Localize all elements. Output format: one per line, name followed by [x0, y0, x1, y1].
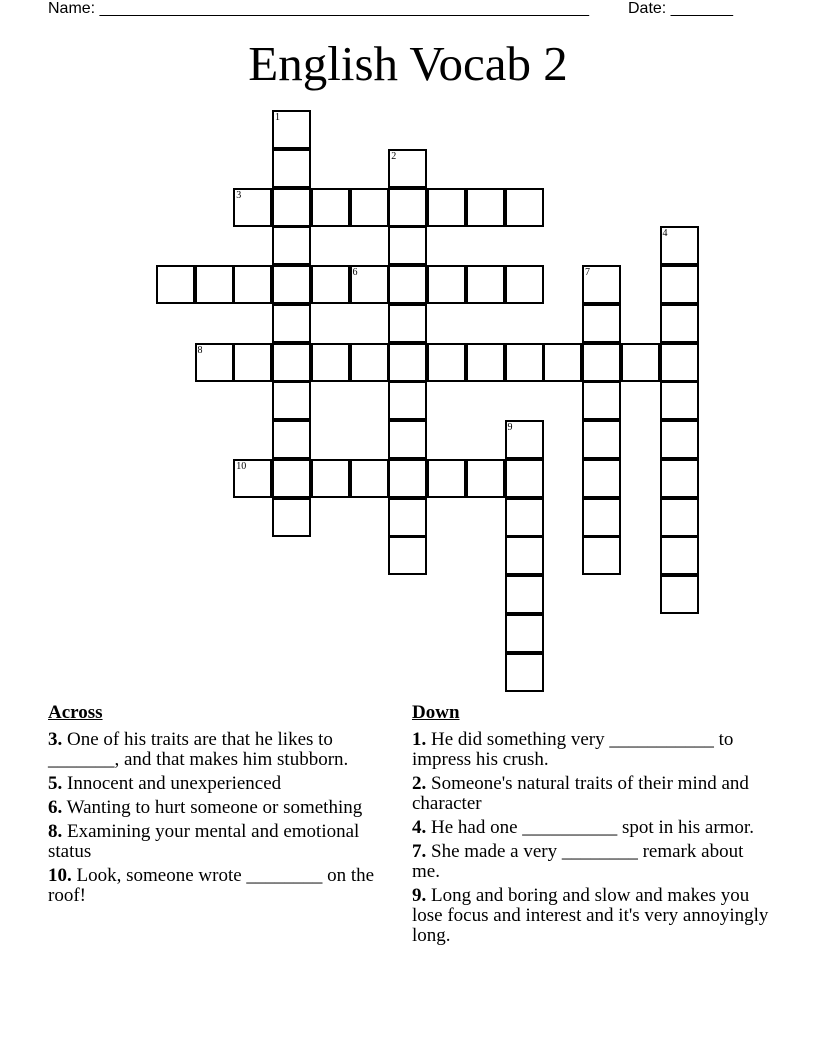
- clue-number: 7.: [412, 841, 427, 862]
- across-clue: [48, 798, 388, 818]
- grid-cell[interactable]: [311, 188, 350, 227]
- grid-cell[interactable]: [388, 188, 427, 227]
- grid-cell[interactable]: [272, 498, 311, 537]
- clue-text: Look, someone wrote ________ on the roof!: [48, 865, 375, 906]
- down-clues: [412, 703, 772, 950]
- grid-cell[interactable]: [582, 381, 621, 420]
- date-field: Date: _______: [628, 0, 733, 17]
- grid-cell[interactable]: [272, 110, 311, 149]
- grid-cell[interactable]: [272, 459, 311, 498]
- grid-cell[interactable]: [427, 188, 466, 227]
- clue-text: Long and boring and slow and makes you lose focus and interest and it's very annoyingly long.: [412, 885, 769, 946]
- across-heading: Across: [48, 702, 103, 723]
- clue-text: Wanting to hurt someone or something: [66, 797, 363, 818]
- grid-cell[interactable]: [660, 381, 699, 420]
- down-clue: [412, 730, 772, 770]
- grid-cell[interactable]: [505, 420, 544, 459]
- grid-cell[interactable]: [505, 343, 544, 382]
- grid-cell[interactable]: [660, 226, 699, 265]
- grid-cell[interactable]: [660, 536, 699, 575]
- grid-cell[interactable]: [272, 343, 311, 382]
- clue-text: He had one __________ spot in his armor.: [431, 817, 754, 838]
- grid-cell[interactable]: [350, 343, 389, 382]
- clue-number-label: 10: [236, 460, 247, 472]
- grid-cell[interactable]: [388, 536, 427, 575]
- grid-cell[interactable]: [582, 420, 621, 459]
- grid-cell[interactable]: [660, 265, 699, 304]
- grid-cell[interactable]: [505, 265, 544, 304]
- clue-number: 1.: [412, 729, 427, 750]
- clue-number-label: 7: [585, 267, 590, 278]
- grid-cell[interactable]: [505, 536, 544, 575]
- clue-number-label: 2: [391, 150, 397, 162]
- grid-cell[interactable]: [621, 343, 660, 382]
- grid-cell[interactable]: [466, 188, 505, 227]
- across-clue: [48, 730, 388, 770]
- grid-cell[interactable]: [466, 343, 505, 382]
- grid-cell[interactable]: [388, 498, 427, 537]
- grid-cell[interactable]: [350, 188, 389, 227]
- clue-number: 4.: [412, 817, 427, 838]
- grid-cell[interactable]: [233, 343, 272, 382]
- grid-cell[interactable]: [350, 459, 389, 498]
- grid-cell[interactable]: [388, 265, 427, 304]
- across-clue: [48, 822, 388, 862]
- clue-text: He did something very ___________ to impress his crush.: [412, 729, 734, 770]
- grid-cell[interactable]: [582, 459, 621, 498]
- grid-cell[interactable]: [505, 498, 544, 537]
- grid-cell[interactable]: [660, 459, 699, 498]
- grid-cell[interactable]: [466, 459, 505, 498]
- clue-text: Someone's natural traits of their mind and character: [412, 773, 749, 814]
- grid-cell[interactable]: [505, 653, 544, 692]
- grid-cell[interactable]: [388, 343, 427, 382]
- down-heading: Down: [412, 702, 460, 723]
- grid-cell[interactable]: [195, 343, 234, 382]
- clue-number: 5.: [48, 773, 63, 794]
- grid-cell[interactable]: [582, 343, 621, 382]
- grid-cell[interactable]: [272, 420, 311, 459]
- grid-cell[interactable]: [311, 265, 350, 304]
- grid-cell[interactable]: [505, 459, 544, 498]
- grid-cell[interactable]: [543, 343, 582, 382]
- down-clue: [412, 886, 772, 946]
- grid-cell[interactable]: [582, 304, 621, 343]
- grid-cell[interactable]: [582, 265, 621, 304]
- grid-cell[interactable]: [272, 304, 311, 343]
- clue-number: 8.: [48, 821, 63, 842]
- grid-cell[interactable]: [195, 265, 234, 304]
- grid-cell[interactable]: [233, 459, 272, 498]
- grid-cell[interactable]: [660, 575, 699, 614]
- grid-cell[interactable]: [388, 420, 427, 459]
- clue-text: Innocent and unexperienced: [67, 773, 282, 794]
- clue-number-label: 1: [275, 112, 280, 123]
- grid-cell[interactable]: [660, 420, 699, 459]
- clue-number-label: 3: [236, 189, 242, 201]
- grid-cell[interactable]: [505, 614, 544, 653]
- grid-cell[interactable]: [388, 304, 427, 343]
- grid-cell[interactable]: [582, 536, 621, 575]
- across-clue: [48, 866, 388, 906]
- across-clue: [48, 774, 388, 794]
- grid-cell[interactable]: [388, 149, 427, 188]
- grid-cell[interactable]: [427, 265, 466, 304]
- across-clues: [48, 703, 388, 910]
- down-clue: [412, 842, 772, 882]
- clue-number: 3.: [48, 729, 63, 750]
- clue-number-label: 8: [197, 344, 203, 356]
- grid-cell[interactable]: [388, 381, 427, 420]
- grid-cell[interactable]: [233, 188, 272, 227]
- clue-number: 10.: [48, 865, 72, 886]
- down-clue: [412, 818, 772, 838]
- grid-cell[interactable]: [660, 498, 699, 537]
- grid-cell[interactable]: [582, 498, 621, 537]
- clue-number-label: 9: [507, 422, 513, 433]
- clue-number-label: 4: [662, 228, 668, 240]
- clue-number: 9.: [412, 885, 427, 906]
- down-clue: [412, 774, 772, 814]
- grid-cell[interactable]: [660, 304, 699, 343]
- grid-cell[interactable]: [388, 226, 427, 265]
- grid-cell[interactable]: [350, 265, 389, 304]
- grid-cell[interactable]: [388, 459, 427, 498]
- grid-cell[interactable]: [311, 459, 350, 498]
- clue-number: 2.: [412, 773, 427, 794]
- grid-cell[interactable]: [272, 265, 311, 304]
- grid-cell[interactable]: [505, 188, 544, 227]
- grid-cell[interactable]: [272, 149, 311, 188]
- grid-cell[interactable]: [427, 459, 466, 498]
- clue-text: One of his traits are that he likes to _______, and that makes him stubborn.: [48, 729, 349, 770]
- grid-cell[interactable]: [466, 265, 505, 304]
- grid-cell[interactable]: [311, 343, 350, 382]
- name-field: Name: _______________________________________________________: [48, 0, 589, 17]
- grid-cell[interactable]: [272, 188, 311, 227]
- grid-cell[interactable]: [233, 265, 272, 304]
- grid-cell[interactable]: [505, 575, 544, 614]
- clue-number-label: 6: [352, 267, 358, 278]
- grid-cell[interactable]: [427, 343, 466, 382]
- clue-text: Examining your mental and emotional status: [48, 821, 360, 862]
- grid-cell[interactable]: [660, 343, 699, 382]
- clue-number: 6.: [48, 797, 63, 818]
- grid-cell[interactable]: [156, 265, 195, 304]
- grid-cell[interactable]: [272, 226, 311, 265]
- clue-text: She made a very ________ remark about me.: [412, 841, 744, 882]
- page-title: English Vocab 2: [248, 36, 568, 91]
- grid-cell[interactable]: [272, 381, 311, 420]
